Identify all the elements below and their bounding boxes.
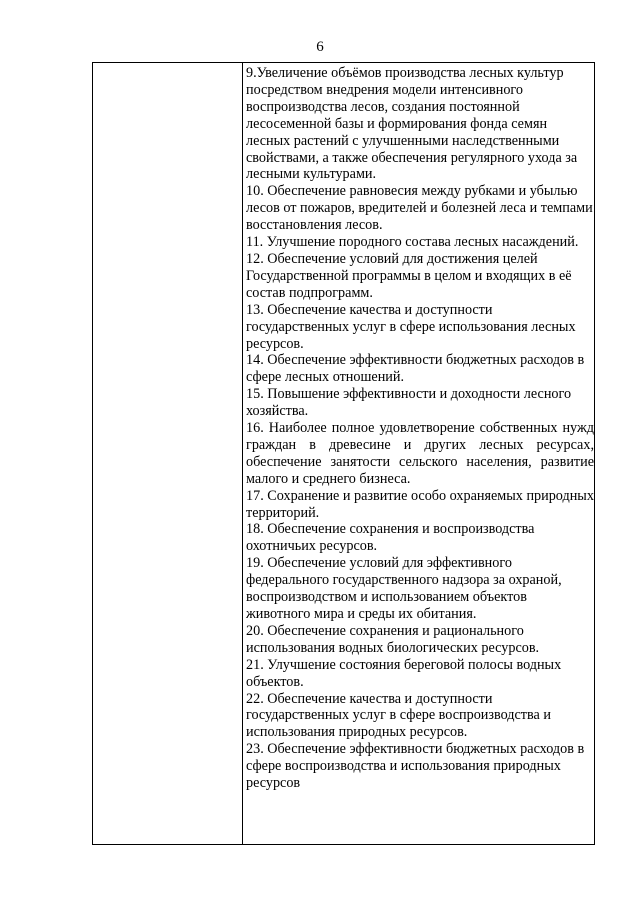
- goal-item-10: 10. Обеспечение равновесия между рубками и убылью лесов от пожаров, вредителей и болезней леса и темпами восстановления лесов.: [246, 183, 593, 234]
- goal-item-19: 19. Обеспечение условий для эффективного федерального государственного надзора за охраной, воспроизводством и использованием объектов животного мира и среды их обитания.: [246, 555, 562, 622]
- goal-item-9: 9.Увеличение объёмов производства лесных культур посредством внедрения модели интенсивного воспроизводства лесов, создания постоянной лесосеменной базы и формирования фонда семян лесных растений с улучшенными наследственными свойствами, а также обеспечения регулярного ухода за лесными культурами.: [246, 65, 578, 183]
- page-number: 6: [316, 39, 324, 55]
- goal-item-17: 17. Сохранение и развитие особо охраняемых природных территорий.: [246, 487, 594, 521]
- goal-item-22: 22. Обеспечение качества и доступности государственных услуг в сфере воспроизводства и использования природных ресурсов.: [246, 690, 551, 741]
- goal-item-18: 18. Обеспечение сохранения и воспроизводства охотничьих ресурсов.: [246, 521, 535, 555]
- goal-item-11: 11. Улучшение породного состава лесных насаждений.: [246, 234, 579, 251]
- goal-item-20: 20. Обеспечение сохранения и рационального использования водных биологических ресурсов.: [246, 622, 540, 656]
- table-right-cell: [243, 63, 594, 844]
- goal-item-14: 14. Обеспечение эффективности бюджетных расходов в сфере лесных отношений.: [246, 352, 585, 386]
- goal-item-13: 13. Обеспечение качества и доступности государственных услуг в сфере использования лесных ресурсов.: [246, 301, 576, 352]
- goal-item-21: 21. Улучшение состояния береговой полосы водных объектов.: [246, 656, 562, 690]
- goals-table: [92, 62, 595, 845]
- table-left-cell: [93, 63, 243, 844]
- goal-item-15: 15. Повышение эффективности и доходности лесного хозяйства.: [246, 386, 572, 420]
- goal-item-12: 12. Обеспечение условий для достижения целей Государственной программы в целом и входящих в её состав подпрограмм.: [246, 250, 572, 301]
- goal-item-23: 23. Обеспечение эффективности бюджетных расходов в сфере воспроизводства и использования природных ресурсов: [246, 741, 585, 792]
- goal-item-16: 16. Наиболее полное удовлетворение собственных нужд граждан в древесине и других лесных ресурсах, обеспечение занятости сельского населения, развитие малого и среднего бизнеса.: [246, 420, 594, 487]
